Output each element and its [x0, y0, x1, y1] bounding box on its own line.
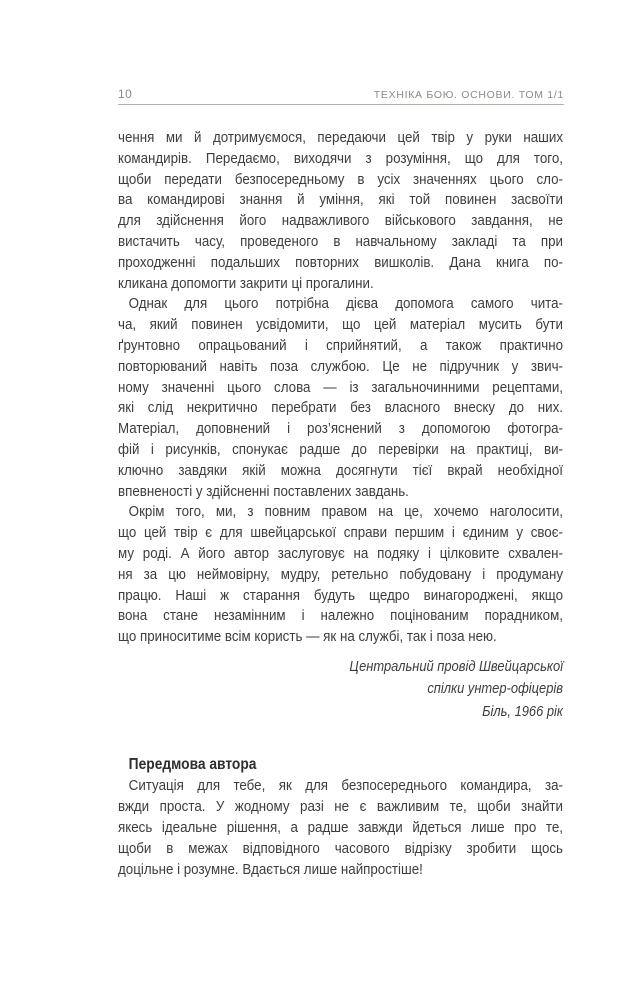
text-line: що приноситиме всім користь — як на службі, так і поза нею. — [118, 628, 497, 646]
signature-line: Біль, 1966 рік — [482, 703, 563, 720]
text-line: проходженні подальших повторних вишколів. Дана книга по- — [118, 253, 563, 271]
text-line: Однак для цього потрібна дієва допомога самого чита- — [128, 295, 563, 313]
text-line: командирів. Передаємо, виходячи з розуміння, що для того, — [118, 149, 563, 167]
paragraph — [118, 776, 563, 880]
text-line: вжди проста. У жодному разі не є важливим те, щоби знайти — [118, 798, 563, 816]
running-title: ТЕХНІКА БОЮ. ОСНОВИ. ТОМ 1/1 — [373, 89, 564, 101]
text-line: якесь ідеальне рішення, а радше завжди йдеться лише про те, — [118, 819, 563, 837]
paragraph — [118, 502, 563, 648]
text-line: фій і рисунків, спонукає радше до перевірки на практиці, ви- — [118, 440, 563, 458]
text-line: Окрім того, ми, з повним правом на це, хочемо наголосити, — [128, 503, 563, 521]
text-line: доцільне і розумне. Вдається лише найпростіше! — [118, 860, 423, 878]
signature-block — [118, 656, 563, 724]
text-line: ня за цю неймовірну, мудру, ретельно побудовану і продуману — [118, 565, 563, 583]
body-text — [118, 128, 563, 880]
page-number: 10 — [118, 87, 133, 101]
text-line: ва командирові знання й уміння, які той повинен засвоїти — [118, 191, 563, 209]
text-line: впевненості у здійсненні поставлених завдань. — [118, 482, 409, 500]
text-line: ґрунтовно опрацьований і сприйнятий, а також практично — [118, 336, 563, 354]
section-heading: Передмова автора — [128, 756, 257, 774]
text-line: кликана допомогти закрити ці прогалини. — [118, 274, 374, 292]
text-line: му роді. А його автор заслуговує на подяку і цілковите схвален- — [118, 544, 563, 562]
text-line: які слід некритично перебрати без власного внеску до них. — [118, 399, 563, 417]
text-line: що цей твір є для швейцарської справи першим і єдиним у своє- — [118, 524, 563, 542]
text-line: Матеріал, доповнений і роз’яснений з допомогою фотогра- — [118, 420, 563, 438]
text-line: ному значенні цього слова — із загальночинними рецептами, — [118, 378, 563, 396]
text-line: щоби в межах відповідного часового відрізку зробити щось — [118, 839, 563, 857]
text-line: ча, який повинен усвідомити, що цей матеріал мусить бути — [118, 316, 563, 334]
paragraph — [118, 294, 563, 502]
text-line: щоби передати безпосередньому в усіх значеннях цього сло- — [118, 170, 563, 188]
header-rule — [118, 104, 564, 105]
signature-line: спілки унтер-офіцерів — [427, 681, 563, 698]
text-line: вона стане незамінним і належно поцінованим порадником, — [118, 607, 563, 625]
text-line: чення ми й дотримуємося, передаючи цей твір у руки наших — [118, 129, 563, 146]
text-line: працю. Наші ж старання будуть щедро винагороджені, якщо — [118, 586, 563, 604]
page-header — [118, 87, 564, 101]
paragraph-continuation — [118, 128, 563, 294]
text-line: ключно завдяки якій можна досягнути тієї вкрай необхідної — [118, 461, 563, 479]
text-line: повторюваний навіть поза службою. Це не підручник у звич- — [118, 357, 563, 375]
text-line: для здійснення його надважливого військового завдання, не — [118, 212, 563, 230]
text-line: Ситуація для тебе, як для безпосереднього командира, за- — [128, 777, 563, 795]
text-line: вистачить часу, проведеного в навчальному закладі та при — [118, 232, 563, 250]
signature-line: Центральний провід Швейцарської — [349, 658, 563, 675]
